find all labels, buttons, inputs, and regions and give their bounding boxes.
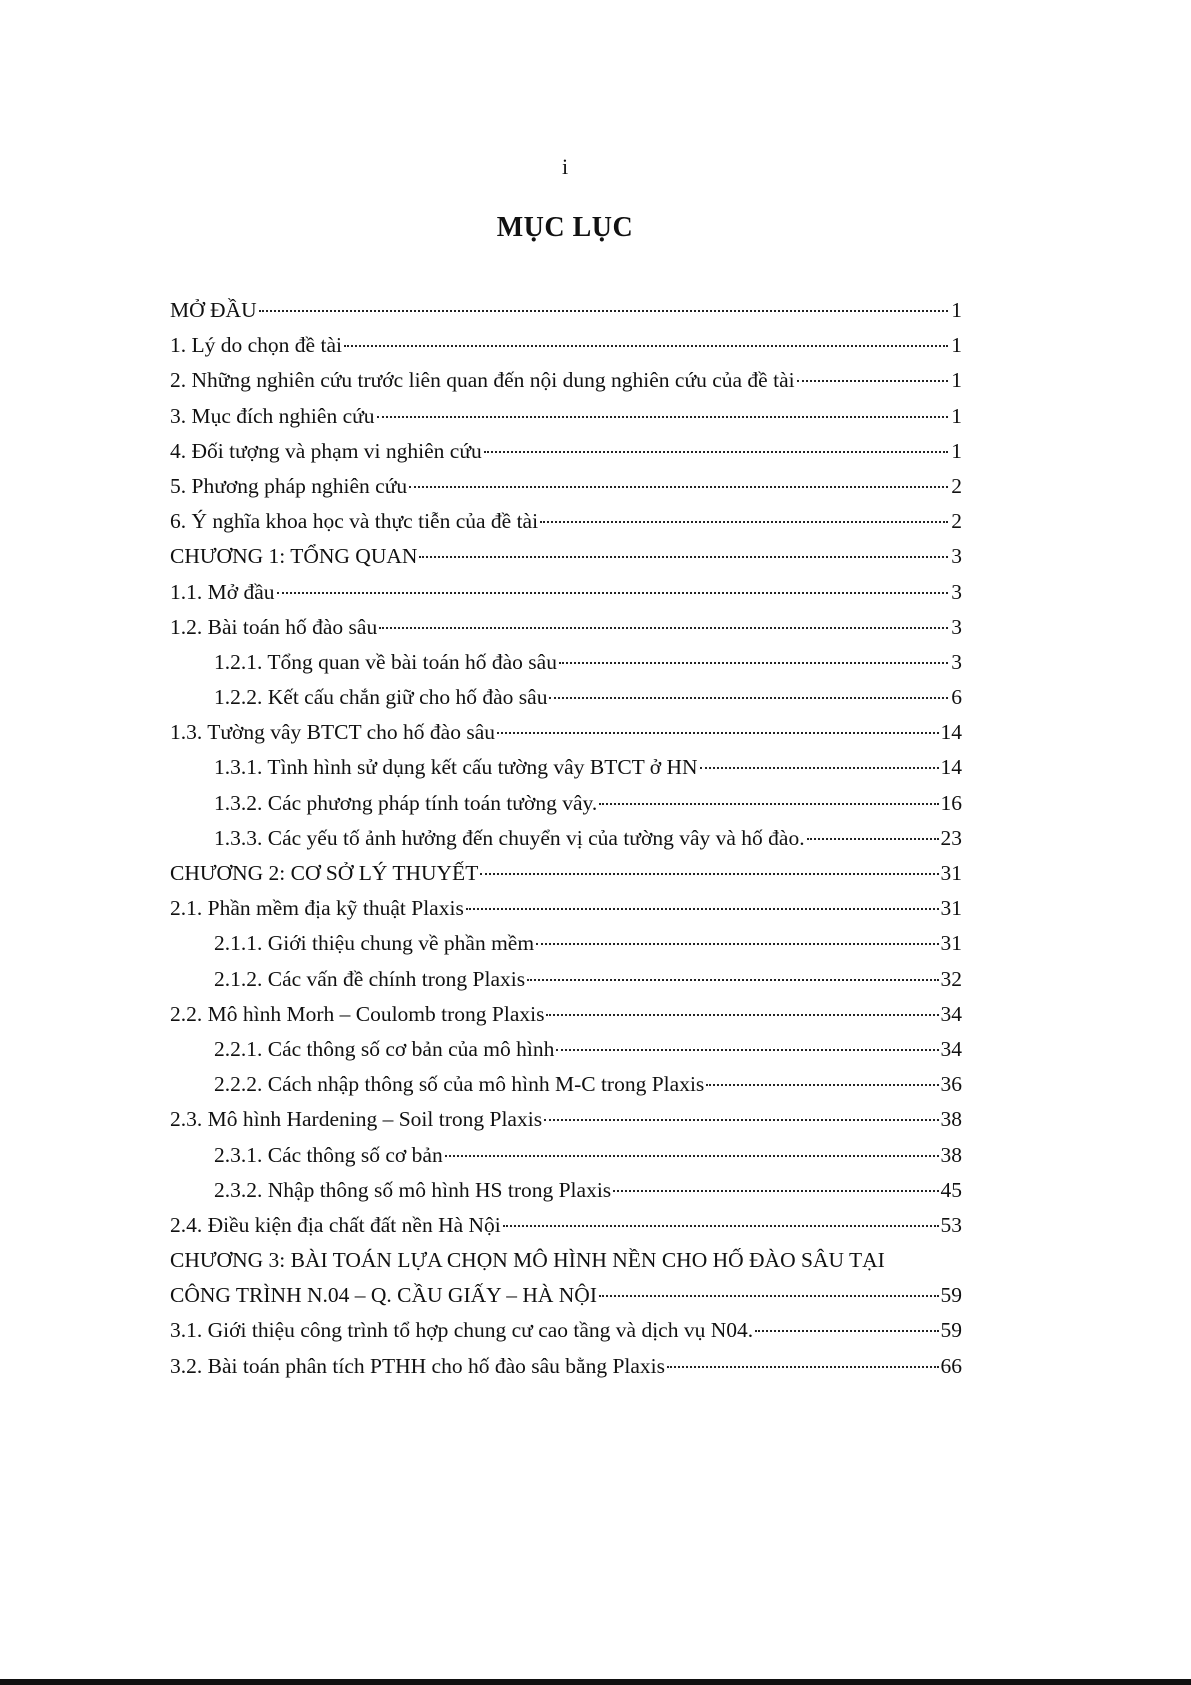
- toc-entry-title: CÔNG TRÌNH N.04 – Q. CẦU GIẤY – HÀ NỘI: [170, 1283, 597, 1308]
- toc-entry-title: 5. Phương pháp nghiên cứu: [170, 473, 408, 498]
- toc-entry-page: 31: [940, 896, 962, 921]
- toc-entry: [170, 615, 962, 650]
- toc-entry-title: 2.4. Điều kiện địa chất đất nền Hà Nội: [170, 1212, 501, 1237]
- toc-entry-page: 66: [940, 1353, 962, 1378]
- toc-entry: [170, 404, 962, 439]
- toc-entry-page: 2: [951, 473, 962, 498]
- toc-dot-leader: [344, 339, 948, 347]
- toc-entry-page: 14: [940, 755, 962, 780]
- toc-entry: [170, 1037, 962, 1072]
- toc-entry: [170, 439, 962, 474]
- toc-entry: [170, 1318, 962, 1353]
- toc-entry: [170, 509, 962, 544]
- toc-dot-leader: [536, 937, 938, 945]
- toc-entry-title: 3.2. Bài toán phân tích PTHH cho hố đào sâu bằng Plaxis: [170, 1353, 666, 1378]
- toc-entry-page: 31: [940, 861, 962, 885]
- toc-entry-title: 2.3.2. Nhập thông số mô hình HS trong Plaxis: [214, 1177, 612, 1202]
- toc-dot-leader: [556, 1043, 938, 1051]
- toc-dot-leader: [409, 480, 948, 488]
- toc-entry-title: 2.1.1. Giới thiệu chung về phần mềm: [214, 931, 535, 956]
- toc-entry-page: 1: [951, 403, 962, 428]
- toc-entry: [170, 298, 962, 333]
- toc-entry: [170, 1178, 962, 1213]
- table-of-contents: [170, 298, 962, 1389]
- toc-dot-leader: [466, 902, 939, 910]
- toc-dot-leader: [259, 304, 948, 312]
- toc-entry: [170, 1002, 962, 1037]
- toc-dot-leader: [480, 867, 938, 875]
- toc-dot-leader: [706, 1078, 938, 1086]
- toc-entry: [170, 1283, 962, 1318]
- toc-entry-page: 31: [940, 931, 962, 956]
- toc-entry: [170, 896, 962, 931]
- toc-entry: [170, 826, 962, 861]
- toc-entry: [170, 1213, 962, 1248]
- toc-entry-page: 59: [940, 1318, 962, 1343]
- toc-entry-title: 2.2. Mô hình Morh – Coulomb trong Plaxis: [170, 1001, 545, 1026]
- toc-entry: [170, 333, 962, 368]
- toc-entry: [170, 1248, 962, 1283]
- toc-dot-leader: [497, 726, 939, 734]
- toc-entry-page: 3: [951, 649, 962, 674]
- toc-entry-page: 38: [940, 1107, 962, 1132]
- toc-entry-title: 1.2.2. Kết cấu chắn giữ cho hố đào sâu: [214, 685, 548, 710]
- toc-entry-page: 38: [940, 1142, 962, 1167]
- toc-entry-title: 4. Đối tượng và phạm vi nghiên cứu: [170, 438, 482, 463]
- toc-dot-leader: [807, 832, 939, 840]
- toc-entry-title: 2.1.2. Các vấn đề chính trong Plaxis: [214, 966, 526, 991]
- toc-entry: [170, 368, 962, 403]
- toc-entry: [170, 967, 962, 1002]
- toc-entry-page: 1: [951, 438, 962, 463]
- toc-entry-title: 2.3.1. Các thông số cơ bản: [214, 1142, 443, 1167]
- toc-dot-leader: [377, 410, 948, 418]
- toc-entry-title: 2.3. Mô hình Hardening – Soil trong Plaxis: [170, 1107, 543, 1132]
- page-number: i: [561, 154, 569, 179]
- toc-dot-leader: [700, 761, 939, 769]
- toc-entry-title: 1.3.1. Tình hình sử dụng kết cấu tường vây BTCT ở HN: [214, 755, 698, 780]
- toc-dot-leader: [503, 1219, 939, 1227]
- toc-dot-leader: [419, 550, 948, 558]
- toc-dot-leader: [599, 1289, 939, 1297]
- toc-entry: [170, 1143, 962, 1178]
- toc-entry-title: 1.1. Mở đầu: [170, 579, 275, 604]
- toc-entry: [170, 720, 962, 755]
- toc-entry-title: 1.2.1. Tổng quan về bài toán hố đào sâu: [214, 649, 557, 674]
- toc-entry-page: 53: [940, 1212, 962, 1237]
- toc-entry-title: MỞ ĐẦU: [170, 298, 257, 322]
- toc-entry-page: 32: [940, 966, 962, 991]
- toc-entry: [170, 931, 962, 966]
- toc-dot-leader: [797, 374, 948, 382]
- toc-dot-leader: [667, 1360, 938, 1368]
- toc-dot-leader: [527, 973, 938, 981]
- toc-entry: [170, 1107, 962, 1142]
- toc-entry-title: 2.2.1. Các thông số cơ bản của mô hình: [214, 1036, 555, 1061]
- toc-dot-leader: [559, 656, 948, 664]
- toc-entry-title: CHƯƠNG 2: CƠ SỞ LÝ THUYẾT: [170, 861, 479, 885]
- toc-entry-page: 34: [940, 1036, 962, 1061]
- toc-entry-page: 45: [940, 1177, 962, 1202]
- toc-entry-page: 1: [951, 368, 962, 393]
- toc-entry-title: 3.1. Giới thiệu công trình tổ hợp chung cư cao tầng và dịch vụ N04.: [170, 1318, 754, 1343]
- toc-dot-leader: [546, 1008, 938, 1016]
- toc-entry: [170, 1072, 962, 1107]
- toc-entry: [170, 474, 962, 509]
- toc-dot-leader: [549, 691, 948, 699]
- toc-entry-page: 3: [951, 544, 962, 569]
- toc-entry-page: 34: [940, 1001, 962, 1026]
- toc-entry: [170, 755, 962, 790]
- toc-dot-leader: [540, 515, 948, 523]
- toc-entry-title: 1.3.3. Các yếu tố ảnh hưởng đến chuyển vị của tường vây và hố đào.: [214, 825, 805, 850]
- toc-entry-title: CHƯƠNG 3: BÀI TOÁN LỰA CHỌN MÔ HÌNH NỀN CHO HỐ ĐÀO SÂU TẠI: [170, 1248, 885, 1273]
- toc-entry-page: 23: [940, 825, 962, 850]
- toc-dot-leader: [544, 1113, 938, 1121]
- toc-entry-title: 2.1. Phần mềm địa kỹ thuật Plaxis: [170, 896, 464, 921]
- toc-entry-page: 14: [940, 720, 962, 745]
- toc-entry-title: 1. Lý do chọn đề tài: [170, 333, 342, 358]
- toc-entry-title: CHƯƠNG 1: TỔNG QUAN: [170, 544, 418, 569]
- toc-dot-leader: [445, 1149, 939, 1157]
- toc-dot-leader: [277, 586, 948, 594]
- toc-entry-page: 1: [951, 298, 962, 322]
- toc-entry-page: 16: [940, 790, 962, 815]
- toc-entry-page: 2: [951, 509, 962, 534]
- toc-entry-title: 3. Mục đích nghiên cứu: [170, 403, 375, 428]
- toc-entry-title: 2. Những nghiên cứu trước liên quan đến nội dung nghiên cứu của đề tài: [170, 368, 795, 393]
- toc-entry-title: 2.2.2. Cách nhập thông số của mô hình M-C trong Plaxis: [214, 1072, 705, 1097]
- toc-entry: [170, 580, 962, 615]
- toc-dot-leader: [599, 797, 938, 805]
- toc-entry: [170, 685, 962, 720]
- toc-entry-title: 6. Ý nghĩa khoa học và thực tiễn của đề tài: [170, 509, 539, 534]
- toc-dot-leader: [755, 1324, 938, 1332]
- page-title: MỤC LỤC: [496, 212, 634, 243]
- toc-entry-title: 1.3. Tường vây BTCT cho hố đào sâu: [170, 720, 495, 745]
- toc-dot-leader: [379, 621, 948, 629]
- toc-entry-title: 1.2. Bài toán hố đào sâu: [170, 614, 378, 639]
- toc-entry: [170, 544, 962, 579]
- toc-dot-leader: [613, 1184, 938, 1192]
- toc-entry-page: 36: [940, 1072, 962, 1097]
- toc-entry: [170, 791, 962, 826]
- toc-entry-page: 3: [951, 579, 962, 604]
- toc-entry: [170, 861, 962, 896]
- bottom-rule: [0, 1679, 1191, 1685]
- toc-entry-page: 1: [951, 333, 962, 358]
- toc-entry-title: 1.3.2. Các phương pháp tính toán tường vây.: [214, 790, 598, 815]
- toc-entry-page: 3: [951, 614, 962, 639]
- toc-entry: [170, 1354, 962, 1389]
- toc-dot-leader: [484, 445, 948, 453]
- toc-entry: [170, 650, 962, 685]
- toc-entry-page: 6: [951, 685, 962, 710]
- toc-entry-page: 59: [940, 1283, 962, 1308]
